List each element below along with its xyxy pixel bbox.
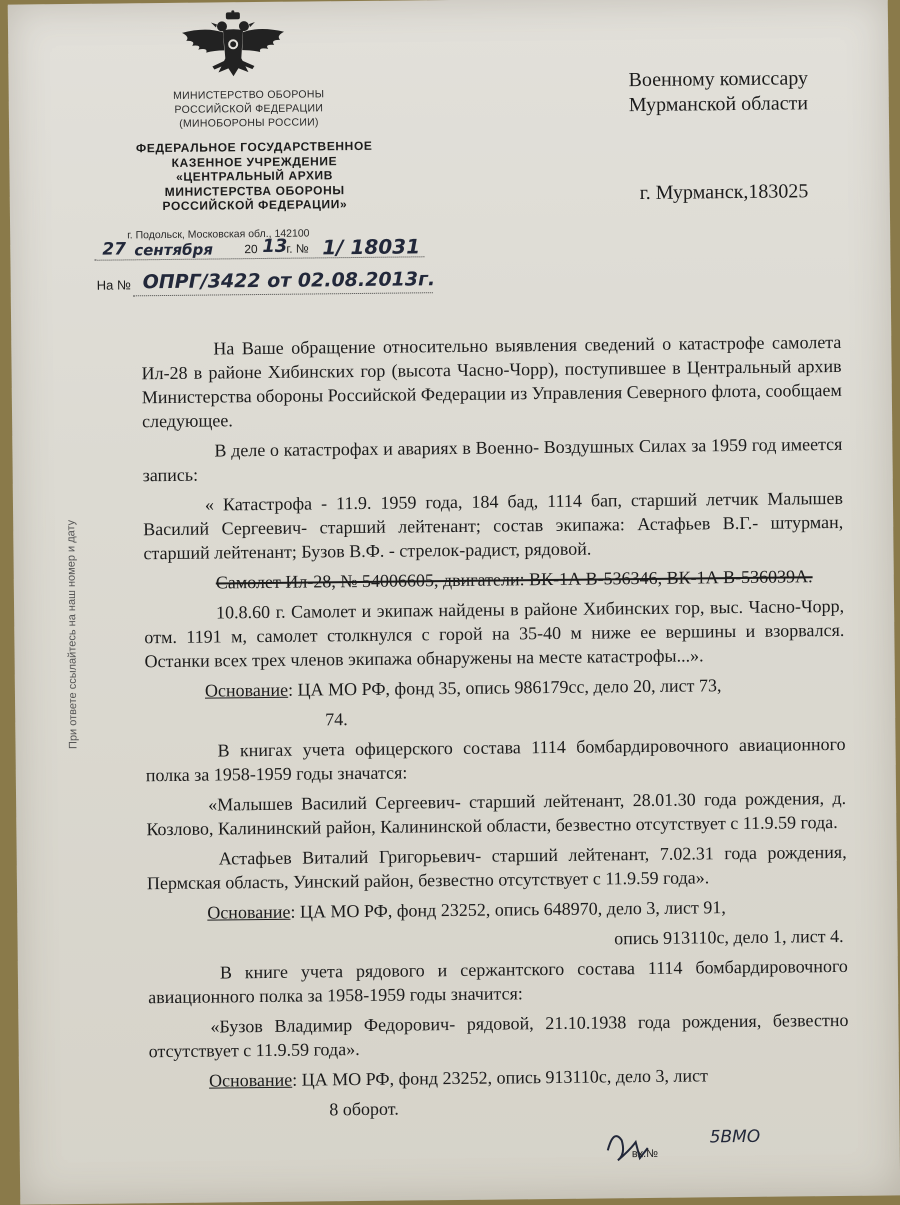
reference-label: На № xyxy=(96,277,131,293)
quote-paragraph: « Катастрофа - 11.9. 1959 года, 184 бад, 1114 бап, старший летчик Малышев Василий Сергеевич- старший лейтенант; состав экипажа: Астафьев В.Г.- штурман, старший лейтенант; Бузов В.Ф. - стрелок-радист, рядовой. xyxy=(143,487,844,564)
basis-text: : ЦА МО РФ, фонд 23252, опись 648970, дело 3, лист 91, xyxy=(290,897,726,922)
reference-number: ОПРГ/3422 от 02.08.2013г. xyxy=(142,268,436,294)
struck-paragraph: Самолет Ил-28, № 54006605, двигатели: ВК-1А В-536346, ВК-1А В-536039А. xyxy=(215,566,813,593)
date-month: сентября xyxy=(134,240,214,260)
letter-body xyxy=(141,330,849,1129)
basis-continuation: опись 913110с, дело 1, лист 4. xyxy=(614,925,844,949)
quote-paragraph: Астафьев Виталий Григорьевич- старший лейтенант, 7.02.31 года рождения, Пермская область, Уинский район, безвестно отсутствует с 11.9.59 года». xyxy=(146,841,847,894)
basis-label: Основание xyxy=(204,679,289,701)
outgoing-number: 1/ 18031 xyxy=(322,234,421,260)
basis-label: Основание xyxy=(208,1069,293,1091)
date-year-prefix: 20 xyxy=(244,242,258,257)
incoming-stamp-number: 5BMO xyxy=(709,1126,761,1148)
basis-label: Основание xyxy=(207,901,291,923)
document-page xyxy=(8,0,900,1205)
archive-line: РОССИЙСКОЙ ФЕДЕРАЦИИ» xyxy=(162,197,348,214)
basis-continuation: 8 оборот. xyxy=(329,1098,399,1120)
double-headed-eagle-icon xyxy=(178,10,289,91)
basis-line xyxy=(209,1062,849,1093)
ministry-line: (МИНОБОРОНЫ РОССИИ) xyxy=(179,116,319,130)
archive-line: МИНИСТЕРСТВА ОБОРОНЫ xyxy=(164,182,345,199)
ministry-line: РОССИЙСКОЙ ФЕДЕРАЦИИ xyxy=(174,102,324,116)
signature-mark xyxy=(599,1118,810,1170)
quote-paragraph: «Бузов Владимир Федорович- рядовой, 21.10.1938 года рождения, безвестно отсутствует с 11.9.59 года». xyxy=(148,1009,849,1062)
date-day: 27 xyxy=(102,239,127,260)
ministry-name xyxy=(109,87,389,132)
paragraph: В книге учета рядового и сержантского состава 1114 бомбардировочного авиационного полка за 1958-1959 годы значится: xyxy=(148,955,848,1008)
recipient-block xyxy=(628,66,808,118)
paragraph: В книгах учета офицерского состава 1114 бомбардировочного авиационного полка за 1958-1959 годы значатся: xyxy=(145,733,846,786)
quote-paragraph: 10.8.60 г. Самолет и экипаж найдены в районе Хибинских гор, выс. Часно-Чорр, отм. 1191 м, самолет столкнулся с горой на 35-40 м ниже ее вершины и взорвался. Останки всех трех членов экипажа обнаружены на месте катастрофы...». xyxy=(144,595,845,672)
sender-address: г. Подольск, Московская обл., 142100 xyxy=(127,227,310,242)
basis-text: : ЦА МО РФ, фонд 35, опись 986179сс, дело 20, лист 73, xyxy=(287,675,722,700)
archive-line: ФЕДЕРАЛЬНОЕ ГОСУДАРСТВЕННОЕ xyxy=(135,138,373,156)
recipient-city: г. Мурманск,183025 xyxy=(639,180,809,205)
date-number-label: г. № xyxy=(286,241,309,256)
reference-line xyxy=(97,268,437,298)
archive-line: «ЦЕНТРАЛЬНЫЙ АРХИВ xyxy=(176,168,334,184)
ministry-line: МИНИСТЕРСТВО ОБОРОНЫ xyxy=(173,88,325,102)
basis-line xyxy=(205,672,845,703)
recipient-line: Мурманской области xyxy=(628,92,809,117)
recipient-line: Военному комиссару xyxy=(628,67,809,92)
basis-line xyxy=(207,894,847,925)
side-note: При ответе ссылайтесь на наш номер и дату xyxy=(65,519,80,750)
date-year: 13 xyxy=(262,235,288,257)
outgoing-date-line xyxy=(94,232,434,262)
incoming-stamp-label: вх.№ xyxy=(631,1147,659,1161)
quote-paragraph: «Малышев Василий Сергеевич- старший лейтенант, 28.01.30 года рождения, д. Козлово, Калининский район, Калининской области, безвестно отсутствует с 11.9.59 года. xyxy=(146,787,847,840)
paragraph: На Ваше обращение относительно выявления сведений о катастрофе самолета Ил-28 в районе Хибинских гор (высота Часно-Чорр), поступившее в Центральный архив Министерства обороны Российской Федерации из Управления Северного флота, сообщаем следующее. xyxy=(141,331,842,432)
basis-continuation: 74. xyxy=(325,709,348,730)
basis-text: : ЦА МО РФ, фонд 23252, опись 913110с, дело 3, лист xyxy=(292,1065,709,1090)
paragraph: В деле о катастрофах и авариях в Военно- Воздушных Силах за 1959 год имеется запись: xyxy=(142,433,843,486)
archive-line: КАЗЕННОЕ УЧРЕЖДЕНИЕ xyxy=(171,153,338,170)
archive-name xyxy=(89,138,420,214)
